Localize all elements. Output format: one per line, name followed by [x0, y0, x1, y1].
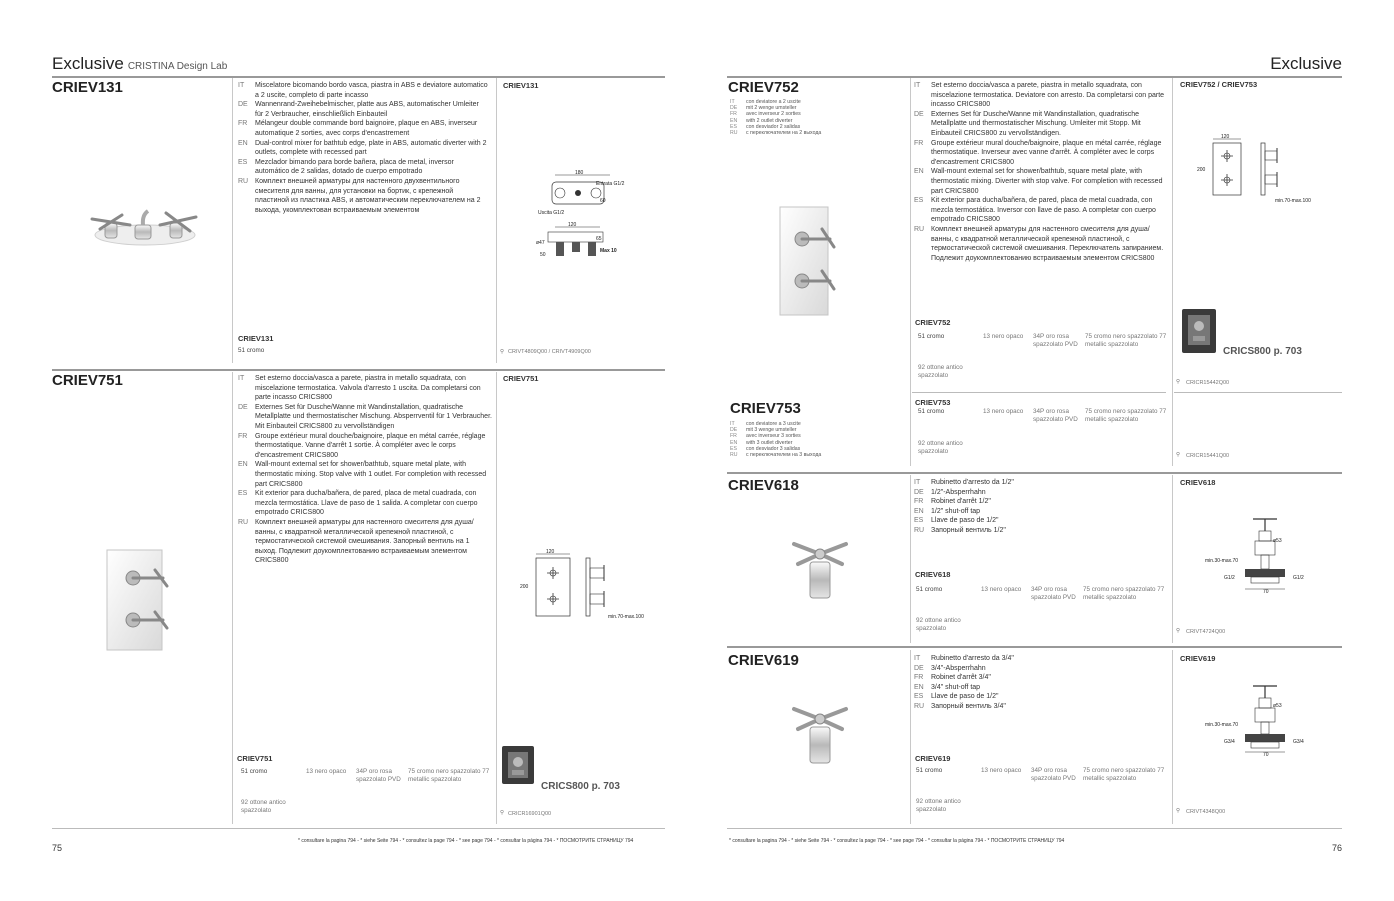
cartridge-icon: ⚲ — [1176, 452, 1181, 458]
left-page-header — [52, 54, 227, 74]
finish-item: 13 nero opaco — [306, 768, 347, 775]
svg-text:60: 60 — [600, 198, 606, 204]
finish-item: 34P oro rosa spazzolato PVD — [1033, 333, 1078, 348]
col-divider — [232, 78, 233, 363]
finish-label: CRIEV753 — [915, 398, 951, 407]
svg-text:min.30-max.70: min.30-max.70 — [1205, 722, 1239, 728]
svg-text:180: 180 — [575, 170, 584, 176]
finish-label: CRIEV618 — [915, 570, 951, 579]
cartridge-ref: CRIVT4724Q00 — [1186, 629, 1226, 635]
svg-text:Entrata G1/2: Entrata G1/2 — [596, 181, 625, 187]
section-rule — [727, 646, 1342, 648]
drawing-label: CRIEV619 — [1180, 654, 1216, 663]
finish-item: 51 cromo — [238, 347, 265, 354]
footer-note: * consultare la pagina 794 - * siehe Seite 794 - * consultez la page 794 - * see page 794 - * consultar la página 794 - * ПОСМОТРИТЕ СТРАНИЦУ 794 — [729, 838, 1065, 844]
finish-item: 92 ottone antico spazzolato — [918, 364, 963, 379]
footer-note: * consultare la pagina 794 - * siehe Seite 794 - * consultez la page 794 - * see page 794 - * consultar la página 794 - * ПОСМОТРИТЕ СТРАНИЦУ 794 — [298, 838, 634, 844]
svg-text:200: 200 — [1197, 167, 1206, 173]
finish-label: CRIEV619 — [915, 754, 951, 763]
svg-text:65: 65 — [596, 236, 602, 242]
svg-text:min.70-max.100: min.70-max.100 — [1275, 198, 1311, 204]
product-code: CRIEV619 — [728, 652, 799, 669]
bottom-rule — [52, 828, 665, 829]
page-number: 76 — [1332, 843, 1343, 853]
description-list: IT Set esterno doccia/vasca a parete, piastra in metallo squadrata, con miscelazione termostatica. Valvola d'arresto 1 uscita. Da completarsi con parte incasso CRICS800 DE Externes Set für Dusche/Wanne mit Wandinstallation, quadratische Metallplatte und thermostatischer Mischung. Absperrventil für 1 Verbraucher. Mit Einbauteil CRICS800 zu vervollständigen FR Groupe extérieur mural douche/baignoire, plaque en métal carrée, réglage thermostatique. Vanne d'arrêt 1 sortie. À compléter avec le corps d'encastrement CRICS800 EN Wall-mount external set for shower/bathtub, square metal plate, with thermostatic mixing. Stop valve with 1 outlet. For completion with recessed part CRICS800 ES Kit exterior para ducha/bañera, de pared, placa de metal cuadrada, con mezcla termostática. Llave de paso de 1 salida. A completar con cuerpo empotrado CRICS800 RU Комплект внешней арматуры для настенного смесителя для душа/ванны, с квадратной металлической крепежной пластиной, с термостатической системой смешивания. Запорный вентиль на 1 выход. Подлежит доукомплектованию встраиваемым элементом CRICS800 — [238, 375, 492, 565]
description-list: IT Rubinetto d'arresto da 1/2" DE 1/2"-Absperrhahn FR Robinet d'arrêt 1/2" EN 1/2" shut-off tap ES Llave de paso de 1/2" RU Запорный вентиль 1/2" — [914, 479, 1014, 534]
cartridge-ref: CRIVT4348Q00 — [1186, 809, 1226, 815]
cartridge-icon: ⚲ — [1176, 808, 1181, 814]
svg-text:G1/2: G1/2 — [1293, 575, 1304, 581]
product-code: CRIEV751 — [52, 372, 123, 389]
inner-rule — [1174, 392, 1342, 393]
drawing-label: CRIEV752 / CRIEV753 — [1180, 80, 1258, 89]
finish-label: CRIEV751 — [237, 754, 273, 763]
product-photo-thermostatic-set — [778, 205, 838, 320]
technical-drawing — [1205, 682, 1315, 764]
finish-item: 92 ottone antico spazzolato — [916, 617, 961, 632]
svg-text:ø47: ø47 — [536, 240, 545, 246]
finish-item: 75 cromo nero spazzolato 77 metallic spazzolato — [1083, 767, 1165, 782]
left-header-subtitle: CRISTINA Design Lab — [127, 61, 228, 72]
technical-drawing — [518, 550, 658, 625]
col-divider — [496, 372, 497, 824]
col-divider — [1172, 650, 1173, 824]
col-divider — [1172, 78, 1173, 466]
product-code: CRIEV131 — [52, 79, 123, 96]
svg-text:min.70-max.100: min.70-max.100 — [608, 614, 644, 620]
cartridge-icon: ⚲ — [1176, 628, 1181, 634]
finish-item: 92 ottone antico spazzolato — [916, 798, 961, 813]
finish-item: 51 cromo — [918, 333, 945, 340]
description-list: IT Rubinetto d'arresto da 3/4" DE 3/4"-Absperrhahn FR Robinet d'arrêt 3/4" EN 3/4" shut-off tap ES Llave de paso de 1/2" RU Запорный вентиль 3/4" — [914, 655, 1014, 710]
left-header-title: Exclusive — [52, 54, 124, 73]
svg-text:G1/2: G1/2 — [1224, 575, 1235, 581]
recessed-part-ref: CRICS800 p. 703 — [541, 781, 620, 792]
technical-drawing — [530, 170, 630, 265]
svg-text:120: 120 — [1221, 134, 1230, 140]
col-divider — [910, 78, 911, 466]
cartridge-ref: CRICR16901Q00 — [508, 811, 552, 817]
cartridge-ref: CRICR15442Q00 — [1186, 380, 1230, 386]
recessed-part-ref: CRICS800 p. 703 — [1223, 346, 1302, 357]
svg-text:Uscita G1/2: Uscita G1/2 — [538, 210, 565, 216]
finish-item: 75 cromo nero spazzolato 77 metallic spazzolato — [1083, 586, 1165, 601]
finish-label: CRIEV752 — [915, 318, 951, 327]
finish-label: CRIEV131 — [238, 334, 274, 343]
col-divider — [232, 372, 233, 824]
svg-text:50: 50 — [540, 252, 546, 258]
svg-text:Max 10: Max 10 — [600, 248, 617, 254]
finish-item: 34P oro rosa spazzolato PVD — [1031, 767, 1076, 782]
svg-text:G3/4: G3/4 — [1293, 739, 1304, 745]
finish-item: 13 nero opaco — [981, 767, 1022, 774]
section-rule — [52, 369, 665, 371]
finish-item: 34P oro rosa spazzolato PVD — [356, 768, 401, 783]
technical-drawing — [1195, 135, 1335, 210]
left-header-rule — [52, 76, 665, 78]
svg-text:ø53: ø53 — [1273, 703, 1282, 709]
inner-rule — [912, 392, 1166, 393]
svg-text:120: 120 — [568, 222, 577, 228]
svg-text:120: 120 — [546, 549, 555, 555]
drawing-label: CRIEV751 — [503, 374, 539, 383]
finish-item: 13 nero opaco — [983, 408, 1024, 415]
recessed-box-photo — [1180, 305, 1220, 357]
svg-text:200: 200 — [520, 584, 529, 590]
right-header-title: Exclusive — [1270, 54, 1342, 73]
finish-item: 13 nero opaco — [983, 333, 1024, 340]
finish-item: 92 ottone antico spazzolato — [241, 799, 286, 814]
description-list: IT Set esterno doccia/vasca a parete, piastra in metallo squadrata, con miscelazione termostatica. Deviatore con arresto. Da completarsi con parte incasso CRICS800 DE Externes Set für Dusche/Wanne mit Wandinstallation, quadratische Metallplatte und thermostatischer Mischung. Umleiter mit Stopp. Mit Einbauteil CRICS800 zu vervollständigen. FR Groupe extérieur mural douche/baignoire, plaque en métal carrée, réglage thermostatique. Inverseur avec vanne d'arrêt. À compléter avec le corps d'encastrement CRICS800 EN Wall-mount external set for shower/bathtub, square metal plate, with thermostatic mixing. Diverter with stop valve. For completion with recessed part CRICS800 ES Kit exterior para ducha/bañera, de pared, placa de metal cuadrada, con mezcla termostática. Inversor con llave de paso. A completar con cuerpo empotrado CRICS800 RU Комплект внешней арматуры для настенного смесителя для душа/ванны, с квадратной металлической крепежной пластиной, с термостатической системой смешивания. Переключатель запиранием. Подлежит доукомплектованию встраиваемым элементом CRICS800 — [914, 82, 1165, 262]
svg-text:min.30-max.70: min.30-max.70 — [1205, 558, 1239, 564]
cartridge-ref: CRIVT4809Q00 / CRIVT4909Q00 — [508, 349, 591, 355]
product-code: CRIEV618 — [728, 477, 799, 494]
cartridge-icon: ⚲ — [500, 810, 505, 816]
finish-item: 34P oro rosa spazzolato PVD — [1031, 586, 1076, 601]
col-divider — [910, 650, 911, 824]
section-rule — [727, 472, 1342, 474]
technical-drawing — [1205, 515, 1315, 597]
finish-item: 34P oro rosa spazzolato PVD — [1033, 408, 1078, 423]
finish-item: 51 cromo — [241, 768, 268, 775]
variant-list: IT con deviatore a 2 uscite DE mit 2 wenge umsteller FR avec inverseur 2 sorties EN with 2 outlet diverter ES con desviador 2 salidas RU с переключателем на 2 выхода — [730, 99, 822, 137]
cartridge-icon: ⚲ — [1176, 379, 1181, 385]
product-photo-shutoff-tap — [790, 540, 850, 602]
finish-item: 13 nero opaco — [981, 586, 1022, 593]
finish-item: 92 ottone antico spazzolato — [918, 440, 963, 455]
page-number: 75 — [52, 843, 63, 853]
svg-text:70: 70 — [1263, 589, 1269, 595]
finish-item: 75 cromo nero spazzolato 77 metallic spazzolato — [1085, 333, 1167, 348]
finish-item: 51 cromo — [916, 767, 943, 774]
product-photo-bath-mixer — [90, 195, 200, 255]
product-code: CRIEV752 — [728, 79, 799, 96]
svg-text:G3/4: G3/4 — [1224, 739, 1235, 745]
svg-text:70: 70 — [1263, 752, 1269, 758]
recessed-box-photo — [500, 742, 538, 787]
col-divider — [496, 78, 497, 363]
svg-text:ø53: ø53 — [1273, 538, 1282, 544]
description-list: IT Miscelatore bicomando bordo vasca, piastra in ABS e deviatore automatico a 2 uscite, completo di parte incasso DE Wannenrand-Zweihebelmischer, platte aus ABS, automatischer Umleiter für 2 Verbraucher, einschließlich Einbauteil FR Mélangeur double commande bord baignoire, plaque en ABS, inverseur automatique 2 sorties, avec corps d'encastrement EN Dual-control mixer for bathtub edge, plate in ABS, automatic diverter with 2 outlets, complete with recessed part ES Mezclador bimando para borde bañera, placa de metal, inversor automático de 2 salidas, dotado de cuerpo empotrado RU Комплект внешней арматуры для настенного двухвентильного смесителя для ванны, для установки на бортик, с крепежной пластиной из пластика ABS, и автоматическим переключателем на 2 выхода, укомплектован встраиваемым элементом — [238, 82, 488, 214]
product-code: CRIEV753 — [730, 400, 801, 417]
cartridge-icon: ⚲ — [500, 349, 505, 355]
col-divider — [1172, 475, 1173, 643]
cartridge-ref: CRICR15441Q00 — [1186, 453, 1230, 459]
drawing-label: CRIEV618 — [1180, 478, 1216, 487]
col-divider — [910, 475, 911, 643]
finish-item: 75 cromo nero spazzolato 77 metallic spazzolato — [408, 768, 490, 783]
finish-item: 75 cromo nero spazzolato 77 metallic spazzolato — [1085, 408, 1167, 423]
variant-list: IT con deviatore a 3 uscite DE mit 3 wenge umsteller FR avec inverseur 3 sorties EN with 3 outlet diverter ES con desviador 3 salidas RU с переключателем на 3 выхода — [730, 421, 822, 459]
product-photo-thermostatic-set — [105, 548, 175, 653]
product-photo-shutoff-tap — [790, 705, 850, 767]
right-header-rule — [727, 76, 1342, 78]
bottom-rule — [727, 828, 1342, 829]
finish-item: 51 cromo — [918, 408, 945, 415]
drawing-label: CRIEV131 — [503, 81, 539, 90]
finish-item: 51 cromo — [916, 586, 943, 593]
